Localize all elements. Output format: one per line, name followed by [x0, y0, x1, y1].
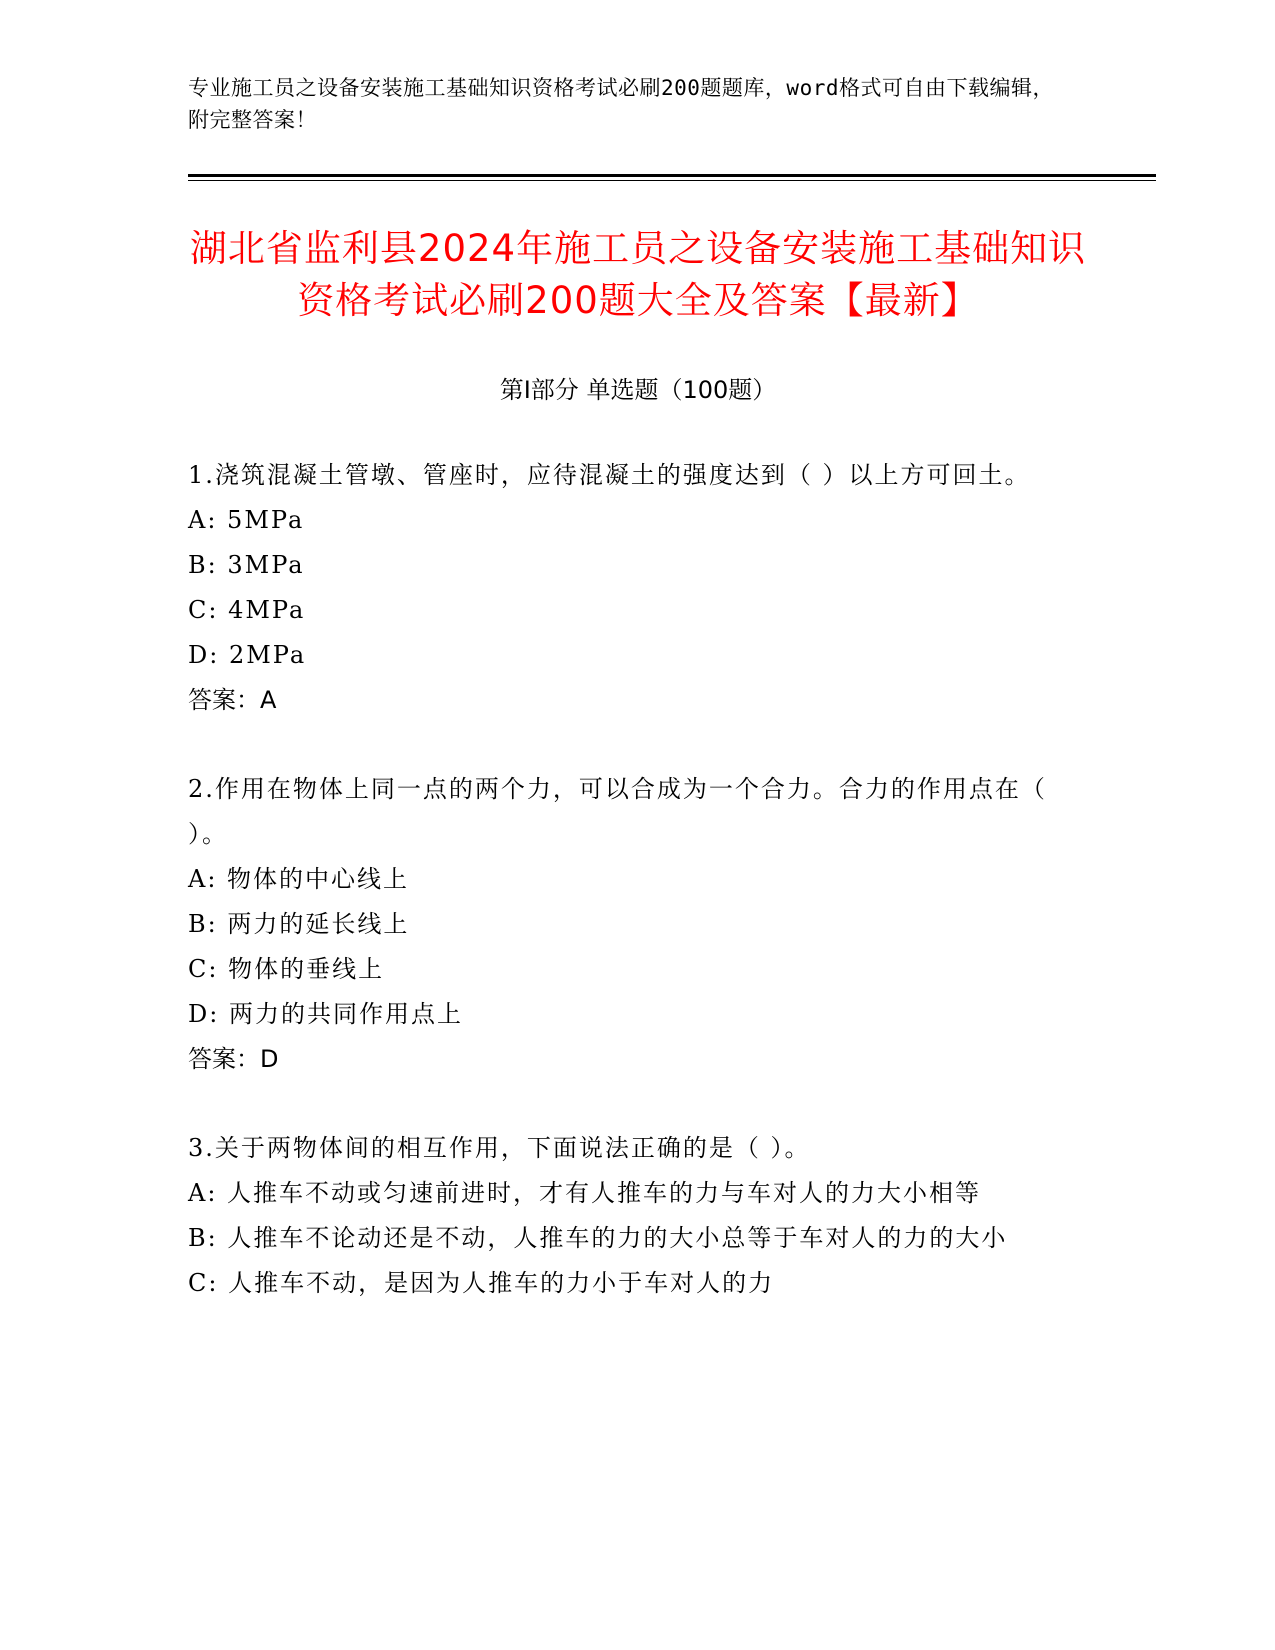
question-2	[188, 767, 1068, 1082]
header-note: 专业施工员之设备安装施工基础知识资格考试必刷200题题库，word格式可自由下载编辑，附完整答案！	[188, 76, 1054, 132]
option-c: C: 人推车不动，是因为人推车的力小于车对人的力	[188, 1269, 775, 1297]
header-divider	[188, 174, 1156, 181]
divider-thick-line	[188, 174, 1156, 177]
option-b: B: 3MPa	[188, 551, 305, 579]
option-d: D: 2MPa	[188, 641, 307, 669]
divider-thin-line	[188, 180, 1156, 181]
document-title: 湖北省监利县2024年施工员之设备安装施工基础知识资格考试必刷200题大全及答案【最新】	[189, 227, 1087, 322]
option-c: C: 4MPa	[188, 596, 306, 624]
option-c: C: 物体的垂线上	[188, 955, 385, 983]
question-stem: 1.浇筑混凝土管墩、管座时，应待混凝土的强度达到（ ）以上方可回土。	[188, 461, 1031, 489]
option-b: B: 人推车不论动还是不动，人推车的力的大小总等于车对人的力的大小	[188, 1224, 1008, 1252]
option-a: A: 物体的中心线上	[188, 865, 410, 893]
option-a: A: 人推车不动或匀速前进时，才有人推车的力与车对人的力大小相等	[188, 1179, 982, 1207]
question-stem: 2.作用在物体上同一点的两个力，可以合成为一个合力。合力的作用点在（ ）。	[188, 775, 1047, 848]
question-3	[188, 1126, 1068, 1306]
answer-label: 答案：A	[188, 686, 277, 714]
question-list	[188, 453, 1068, 1306]
section-title: 第I部分 单选题（100题）	[499, 376, 777, 404]
option-a: A: 5MPa	[188, 506, 305, 534]
option-b: B: 两力的延长线上	[188, 910, 410, 938]
question-1	[188, 453, 1068, 723]
answer-label: 答案：D	[188, 1045, 279, 1073]
option-d: D: 两力的共同作用点上	[188, 1000, 463, 1028]
document-page	[188, 72, 1158, 1350]
question-stem: 3.关于两物体间的相互作用，下面说法正确的是（ ）。	[188, 1134, 811, 1162]
